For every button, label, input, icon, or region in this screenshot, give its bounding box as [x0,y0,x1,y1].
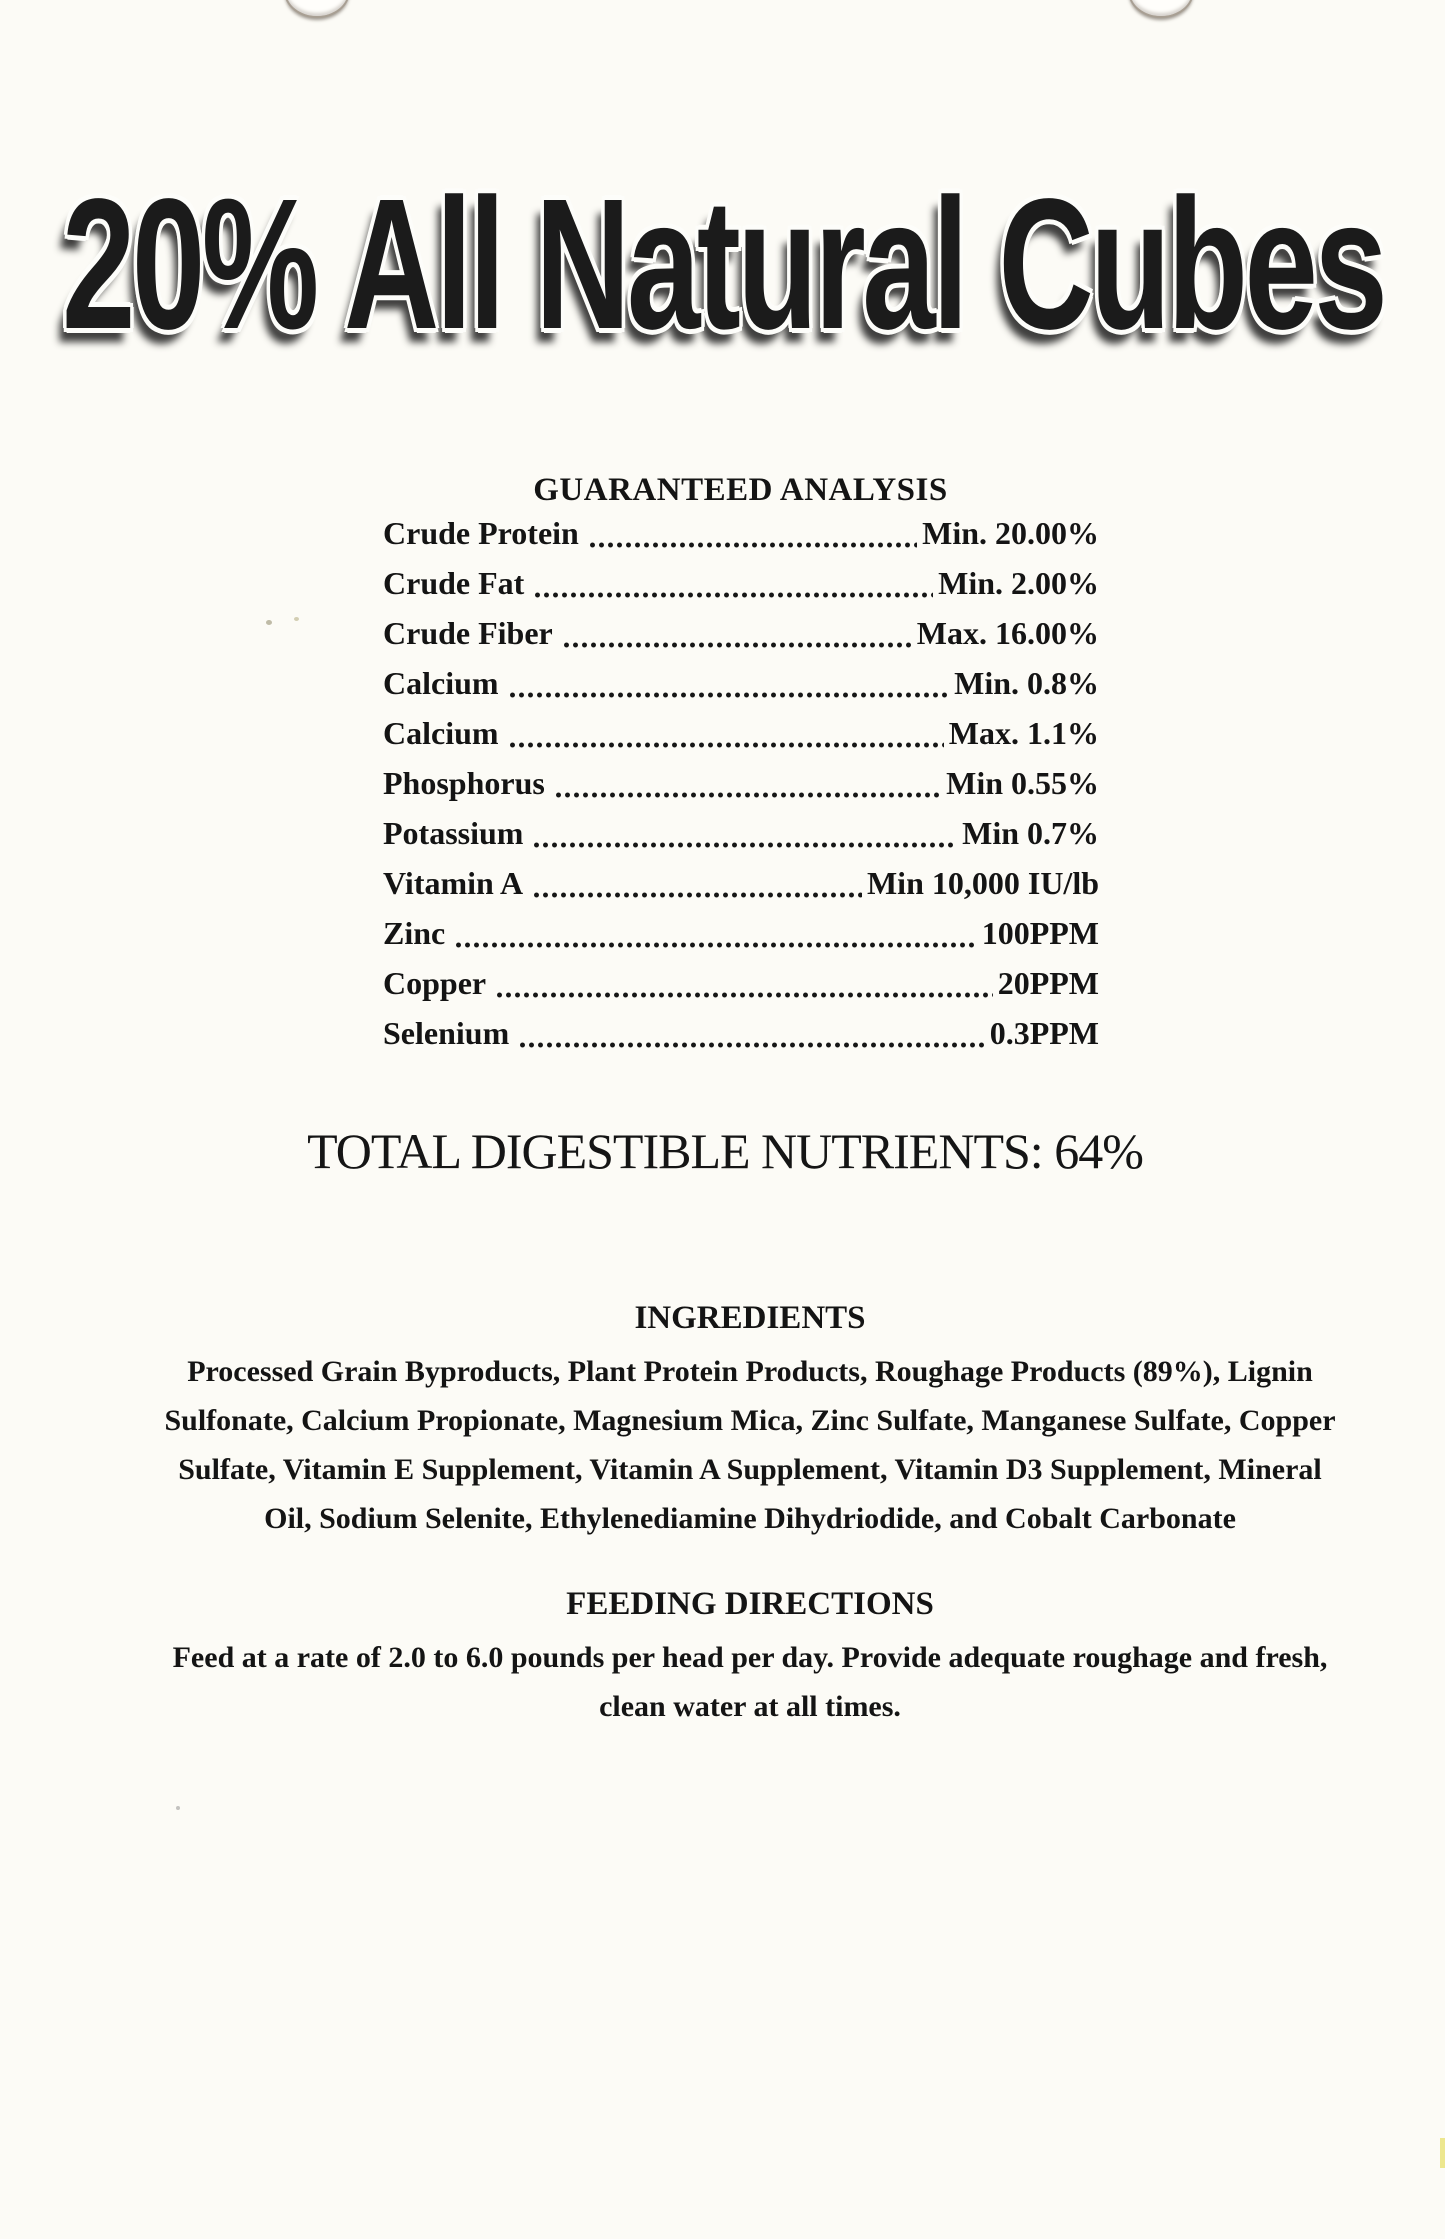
table-row [383,758,1099,808]
nutrient-value: Min 0.7% [962,815,1099,851]
dot-leader [562,608,912,658]
ingredients-line: Processed Grain Byproducts, Plant Protein Products, Roughage Products (89%), Lignin [187,1355,1313,1388]
table-row [383,908,1099,958]
nutrient-value: 100PPM [981,915,1099,951]
nutrient-label: Zinc [383,915,446,951]
table-row [383,558,1099,608]
dot-leader [554,758,941,808]
table-row [383,708,1099,758]
tag-hole-right [1128,0,1194,18]
nutrient-value: 20PPM [997,965,1099,1001]
tag-hole-left [284,0,350,18]
dot-leader [495,958,993,1008]
dot-leader [532,808,957,858]
dot-leader [508,658,950,708]
guaranteed-analysis-heading: GUARANTEED ANALYSIS [533,472,948,508]
feeding-directions-line: Feed at a rate of 2.0 to 6.0 pounds per head per day. Provide adequate roughage and fresh, [172,1641,1328,1674]
scan-speck [176,1806,180,1810]
nutrient-value: Min. 0.8% [954,665,1099,701]
feeding-directions-line: clean water at all times. [599,1690,901,1723]
nutrient-label: Calcium [383,665,499,701]
dot-leader [533,558,933,608]
dot-leader [454,908,976,958]
nutrient-label: Crude Fat [383,565,525,601]
nutrient-label: Vitamin A [383,865,524,901]
guaranteed-analysis-table [383,508,1099,1058]
nutrient-label: Copper [383,965,487,1001]
nutrient-value: Max. 16.00% [916,615,1099,651]
ingredients-heading: INGREDIENTS [634,1300,866,1336]
scan-edge-mark [1440,2138,1445,2168]
nutrient-label: Potassium [383,815,524,851]
nutrient-value: Min. 2.00% [938,565,1099,601]
dot-leader [508,708,944,758]
ingredients-paragraph [75,1347,1425,1543]
scan-speck [294,617,299,621]
ingredients-line: Sulfonate, Calcium Propionate, Magnesium Mica, Zinc Sulfate, Manganese Sulfate, Copper [164,1404,1336,1437]
feeding-directions-heading: FEEDING DIRECTIONS [566,1586,934,1622]
nutrient-label: Selenium [383,1015,510,1051]
nutrient-value: Max. 1.1% [948,715,1099,751]
table-row [383,958,1099,1008]
table-row [383,858,1099,908]
table-row [383,508,1099,558]
scan-speck [266,620,272,625]
nutrient-label: Crude Protein [383,515,579,551]
dot-leader [518,1008,984,1058]
nutrient-label: Phosphorus [383,765,545,801]
dot-leader [588,508,917,558]
nutrient-label: Crude Fiber [383,615,553,651]
nutrient-label: Calcium [383,715,499,751]
total-digestible-nutrients: TOTAL DIGESTIBLE NUTRIENTS: 64% [307,1123,1143,1179]
table-row [383,608,1099,658]
nutrient-value: 0.3PPM [989,1015,1099,1051]
nutrient-value: Min. 20.00% [922,515,1099,551]
feeding-directions-paragraph [75,1633,1425,1731]
nutrient-value: Min 0.55% [946,765,1099,801]
nutrient-value: Min 10,000 IU/lb [866,865,1099,901]
product-title: 20% All Natural Cubes [62,161,1385,368]
table-row [383,658,1099,708]
dot-leader [532,858,862,908]
table-row [383,1008,1099,1058]
ingredients-line: Sulfate, Vitamin E Supplement, Vitamin A Supplement, Vitamin D3 Supplement, Mineral [178,1453,1322,1486]
ingredients-line: Oil, Sodium Selenite, Ethylenediamine Dihydriodide, and Cobalt Carbonate [264,1502,1236,1535]
table-row [383,808,1099,858]
